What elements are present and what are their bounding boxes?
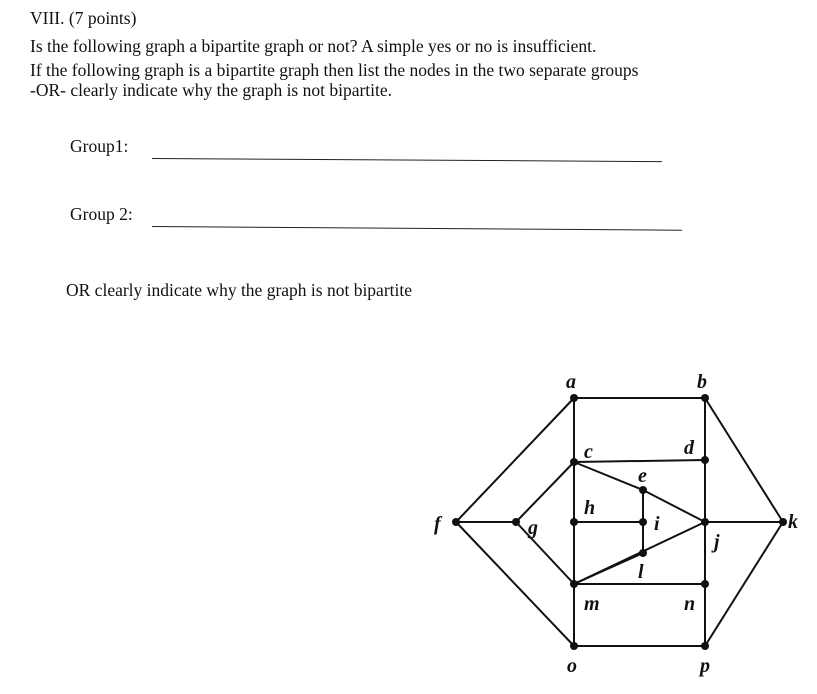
label-j: j xyxy=(714,531,720,553)
label-i: i xyxy=(654,513,660,535)
edge-g-m xyxy=(516,522,574,584)
question-heading: VIII. (7 points) xyxy=(30,8,137,28)
graph-edges xyxy=(456,398,783,646)
label-c: c xyxy=(584,441,593,463)
graph-node-labels xyxy=(434,371,798,677)
node-p xyxy=(701,642,709,650)
group2-label: Group 2: xyxy=(70,204,133,224)
label-l: l xyxy=(638,561,644,583)
label-m: m xyxy=(584,593,600,615)
node-e xyxy=(639,486,647,494)
label-d: d xyxy=(684,437,694,459)
node-g xyxy=(512,518,520,526)
label-g: g xyxy=(528,517,538,539)
node-b xyxy=(701,394,709,402)
label-b: b xyxy=(697,371,707,393)
edge-e-j xyxy=(643,490,705,522)
node-o xyxy=(570,642,578,650)
edge-b-k xyxy=(705,398,783,522)
edge-a-f xyxy=(456,398,574,522)
node-a xyxy=(570,394,578,402)
edge-c-e xyxy=(574,462,643,490)
label-p: p xyxy=(700,655,710,677)
edge-f-o xyxy=(456,522,574,646)
label-o: o xyxy=(567,655,577,677)
node-n xyxy=(701,580,709,588)
question-line-2: If the following graph is a bipartite graph then list the nodes in the two separate groups xyxy=(30,60,639,80)
edge-c-d xyxy=(574,460,705,462)
label-f: f xyxy=(434,513,441,535)
node-i xyxy=(639,518,647,526)
label-h: h xyxy=(584,497,596,519)
label-k: k xyxy=(788,511,798,533)
node-m xyxy=(570,580,578,588)
label-a: a xyxy=(566,371,576,393)
node-l xyxy=(639,549,647,557)
node-d xyxy=(701,456,709,464)
node-c xyxy=(570,458,578,466)
node-f xyxy=(452,518,460,526)
label-n: n xyxy=(684,593,696,615)
label-e: e xyxy=(638,465,647,487)
question-line-1: Is the following graph a bipartite graph or not? A simple yes or no is insufficient. xyxy=(30,36,597,56)
question-line-3: -OR- clearly indicate why the graph is not bipartite. xyxy=(30,80,393,100)
group1-label: Group1: xyxy=(70,136,129,156)
node-j xyxy=(701,518,709,526)
edge-l-m xyxy=(574,553,643,584)
not-bipartite-prompt: OR clearly indicate why the graph is not bipartite xyxy=(66,280,413,300)
edge-c-g xyxy=(516,462,574,522)
node-k xyxy=(779,518,787,526)
node-h xyxy=(570,518,578,526)
